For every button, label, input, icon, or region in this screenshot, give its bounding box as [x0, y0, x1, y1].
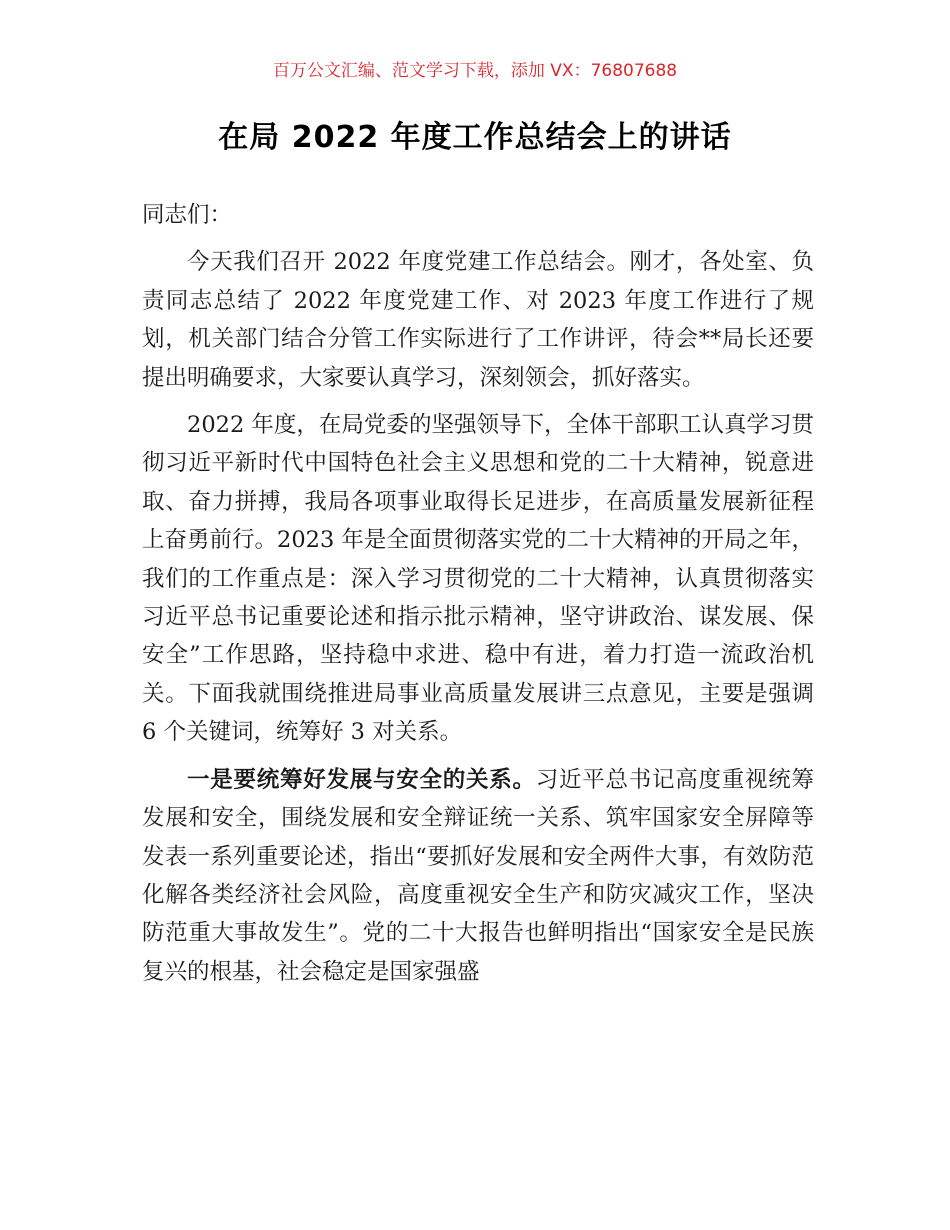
document-body	[142, 196, 814, 1000]
salutation: 同志们：	[142, 202, 233, 228]
paragraph-3-text: 习近平总书记高度重视统筹发展和安全，围绕发展和安全辩证统一关系、筑牢国家安全屏障等发表一系列重要论述，指出“要抓好发展和安全两件大事，有效防范化解各类经济社会风险，高度重视安全生产和防灾减灾工作，坚决防范重大事故发生”。党的二十大报告也鲜明指出“国家安全是民族复兴的根基，社会稳定是国家强盛	[142, 766, 814, 985]
paragraph-2-text: 2022 年度，在局党委的坚强领导下，全体干部职工认真学习贯彻习近平新时代中国特色社会主义思想和党的二十大精神，锐意进取、奋力拼搏，我局各项事业取得长足进步，在高质量发展新征程上奋勇前行。2023 年是全面贯彻落实党的二十大精神的开局之年，我们的工作重点是：深入学习贯彻党的二十大精神，认真贯彻落实习近平总书记重要论述和指示批示精神，坚守讲政治、谋发展、保安全”工作思路，坚持稳中求进、稳中有进，着力打造一流政治机关。下面我就围绕推进局事业高质量发展讲三点意见，主要是强调 6 个关键词，统筹好 3 对关系。	[142, 412, 814, 746]
page-title: 在局 2022 年度工作总结会上的讲话	[218, 120, 732, 155]
paragraph-1-text: 今天我们召开 2022 年度党建工作总结会。刚才，各处室、负责同志总结了 2022 年度党建工作、对 2023 年度工作进行了规划，机关部门结合分管工作实际进行了工作讲评，待会**局长还要提出明确要求，大家要认真学习，深刻领会，抓好落实。	[142, 249, 814, 391]
paragraph-2	[142, 406, 814, 752]
paragraph-3-lead: 一是要统筹好发展与安全的关系。	[187, 766, 536, 793]
paragraph-1	[142, 243, 814, 397]
paragraph-3	[142, 761, 814, 991]
header-promo-note: 百万公文汇编、范文学习下载，添加 VX：76807688	[272, 61, 678, 81]
